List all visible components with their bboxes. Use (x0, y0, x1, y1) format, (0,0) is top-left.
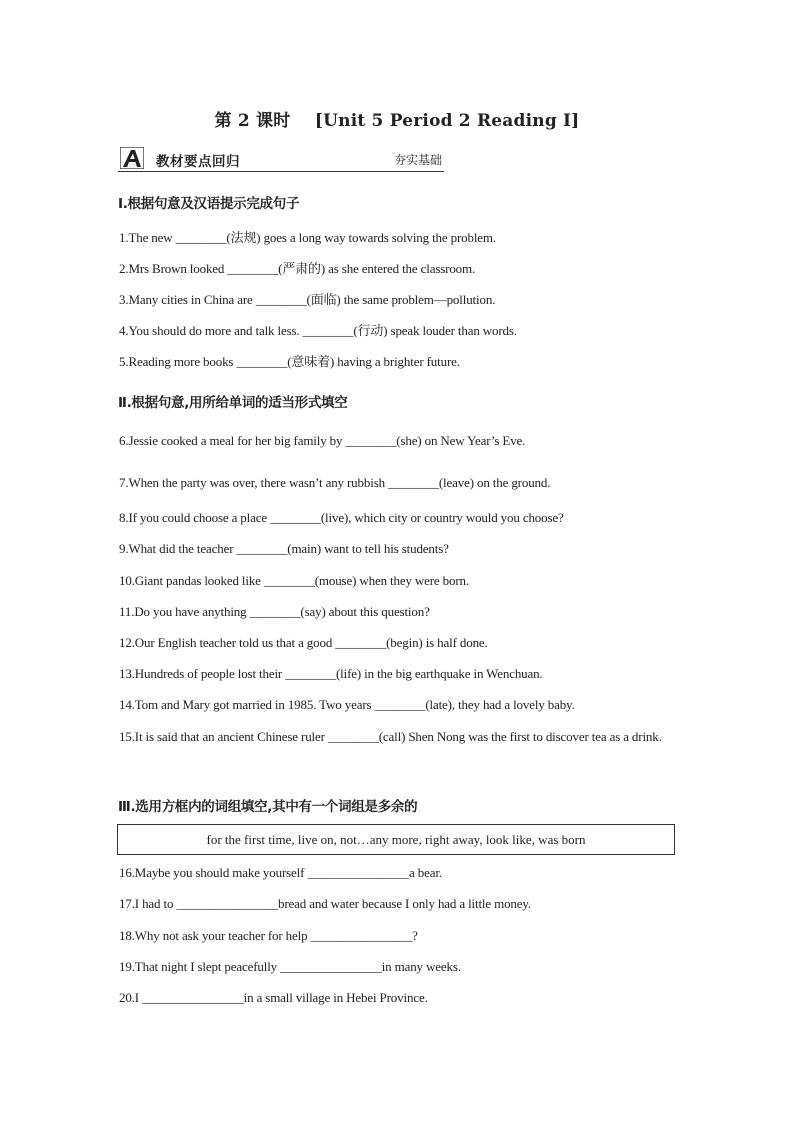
section-heading-2: Ⅱ.根据句意,用所给单词的适当形式填空 (118, 395, 348, 411)
letter-a-logo-icon (120, 147, 144, 169)
section-heading-3: Ⅲ.选用方框内的词组填空,其中有一个词组是多余的 (118, 799, 418, 815)
question-item: 1.The new ________(法规) goes a long way towards solving the problem. (119, 230, 496, 245)
question-item: 9.What did the teacher ________(main) want to tell his students? (119, 541, 449, 556)
banner-underline (118, 171, 444, 172)
question-item: 14.Tom and Mary got married in 1985. Two years ________(late), they had a lovely baby. (119, 697, 575, 712)
section-heading-1: Ⅰ.根据句意及汉语提示完成句子 (118, 196, 300, 212)
section-banner (118, 146, 444, 172)
question-item: 19.That night I slept peacefully ________________in many weeks. (119, 959, 461, 974)
question-item: 10.Giant pandas looked like ________(mouse) when they were born. (119, 573, 469, 588)
question-item: 12.Our English teacher told us that a good ________(begin) is half done. (119, 635, 488, 650)
question-item: 18.Why not ask your teacher for help ________________? (119, 928, 418, 943)
question-item: 17.I had to ________________bread and water because I only had a little money. (119, 896, 532, 911)
phrase-box: for the first time, live on, not…any more, right away, look like, was born (117, 824, 675, 855)
banner-label: 教材要点回归 (156, 154, 240, 170)
question-item: 15.It is said that an ancient Chinese ruler ________(call) Shen Nong was the first to discover tea as a drink. (119, 729, 662, 744)
question-item: 5.Reading more books ________(意味着) having a brighter future. (119, 354, 460, 369)
banner-tag: 夯实基础 (393, 153, 442, 167)
question-item: 11.Do you have anything ________(say) about this question? (119, 604, 430, 619)
question-item: 13.Hundreds of people lost their ________(life) in the big earthquake in Wenchuan. (119, 666, 543, 681)
question-item: 2.Mrs Brown looked ________(严肃的) as she entered the classroom. (119, 261, 476, 276)
question-item: 3.Many cities in China are ________(面临) the same problem—pollution. (119, 292, 496, 307)
question-item: 7.When the party was over, there wasn’t any rubbish ________(leave) on the ground. (119, 475, 551, 490)
page-title: 第 2 课时 [Unit 5 Period 2 Reading Ⅰ] (214, 111, 580, 131)
question-item: 16.Maybe you should make yourself ________________a bear. (119, 865, 442, 880)
question-item: 4.You should do more and talk less. ________(行动) speak louder than words. (119, 323, 517, 338)
question-item: 20.I ________________in a small village in Hebei Province. (119, 990, 428, 1005)
question-item: 8.If you could choose a place ________(live), which city or country would you choose? (119, 510, 564, 525)
question-item: 6.Jessie cooked a meal for her big family by ________(she) on New Year’s Eve. (119, 433, 526, 448)
